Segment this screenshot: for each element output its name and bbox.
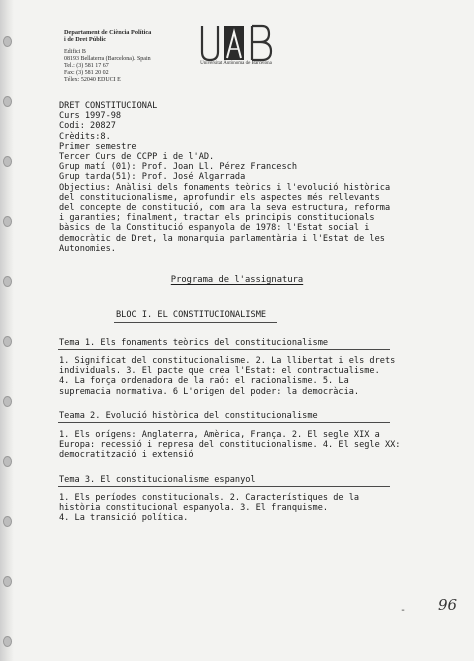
tema-1-content (59, 356, 419, 397)
tema-1-line: individuals. 3. El pacte que crea l'Estat: el contractualisme. (59, 366, 380, 377)
tema-1-line: 1. Significat del constitucionalisme. 2. La llibertat i els drets (59, 356, 396, 366)
tema-2-divider (58, 422, 390, 423)
punch-hole (3, 576, 12, 587)
tema-3-line: 4. La transició política. (59, 513, 189, 524)
address-line: Edifici B (64, 49, 86, 55)
telex-line: Télex: 52040 EDUCI E (64, 77, 121, 83)
course-code: Codi: 20827 (59, 121, 116, 132)
binder-edge (0, 0, 14, 661)
punch-hole (3, 636, 12, 647)
course-title: DRET CONSTITUCIONAL (59, 101, 158, 111)
objectives-line: del concepte de constitució, com ara la seva estructura, reforma (59, 203, 391, 214)
punch-hole (3, 36, 12, 47)
objectives-line: i garanties; finalment, tractar els principis constitucionals (59, 213, 375, 224)
afternoon-group: Grup tarda(51): Prof. José Algarrada (59, 172, 246, 183)
punch-hole (3, 396, 12, 407)
punch-hole (3, 216, 12, 227)
page-mark: - (400, 605, 407, 616)
bloc-title: BLOC I. EL CONSTITUCIONALISME (116, 310, 267, 320)
tema-3-divider (58, 486, 390, 487)
tema-1-title: Tema 1. Els fonaments teòrics del constitucionalisme (59, 338, 329, 348)
department-letterhead (64, 29, 214, 84)
tema-2-line: 1. Els orígens: Anglaterra, Amèrica, França. 2. El segle XIX a (59, 430, 380, 440)
tema-2-title: Teama 2. Evolució històrica del constitucionalisme (59, 411, 318, 421)
address-line: 08193 Bellaterra (Barcelona). Spain (64, 56, 151, 62)
bloc-divider (114, 322, 277, 323)
uab-caption: Universitat Autònoma de Barcelona (200, 61, 272, 66)
tema-3-title: Tema 3. El constitucionalisme espanyol (59, 475, 256, 485)
course-info (59, 101, 414, 254)
department-subname: i de Dret Públic (64, 36, 107, 43)
course-level: Tercer Curs de CCPP i de l'AD. (59, 152, 215, 163)
tema-1-divider (58, 349, 390, 350)
tema-2-line: democratització i extensió (59, 450, 194, 461)
objectives-line: del constitucionalisme, aprofundir els aspectes més rellevants (59, 192, 380, 203)
punch-hole (3, 336, 12, 347)
tema-3-line: història constitucional espanyola. 3. El franquisme. (59, 503, 329, 514)
tema-2-content (59, 430, 419, 461)
punch-hole (3, 156, 12, 167)
tema-2-line: Europa: recessió i represa del constitucionalisme. 4. El segle XX: (59, 440, 401, 451)
objectives-line: Objectius: Anàlisi dels fonaments teòrics i l'evolució històrica (59, 182, 391, 193)
tema-3-line: 1. Els períodes constitucionals. 2. Característiques de la (59, 493, 360, 503)
punch-hole (3, 516, 12, 527)
department-name: Departament de Ciència Política (64, 29, 152, 36)
objectives-line: bàsics de la Constitució espanyola de 1978: l'Estat social i (59, 223, 370, 234)
objectives-line: democràtic de Dret, la monarquia parlamentària i l'Estat de les (59, 233, 385, 244)
objectives-line: Autonomies. (59, 243, 116, 254)
morning-group: Grup matí (01): Prof. Joan Ll. Pérez Francesch (59, 162, 297, 173)
phone-line: Tel.: (3) 581 17 67 (64, 63, 109, 69)
course-credits: Crèdits:8. (59, 131, 111, 142)
tema-1-line: 4. La força ordenadora de la raó: el racionalisme. 5. La (59, 376, 349, 387)
punch-hole (3, 456, 12, 467)
programa-title: Programa de l'assignatura (170, 275, 304, 285)
course-year: Curs 1997-98 (59, 111, 122, 122)
page-number: 96 (438, 596, 458, 614)
fax-line: Fax: (3) 581 20 02 (64, 70, 109, 76)
course-semester: Primer semestre (59, 141, 137, 152)
tema-1-line: supremacia normativa. 6 L'origen del poder: la democràcia. (59, 386, 360, 397)
punch-hole (3, 96, 12, 107)
tema-3-content (59, 493, 419, 524)
